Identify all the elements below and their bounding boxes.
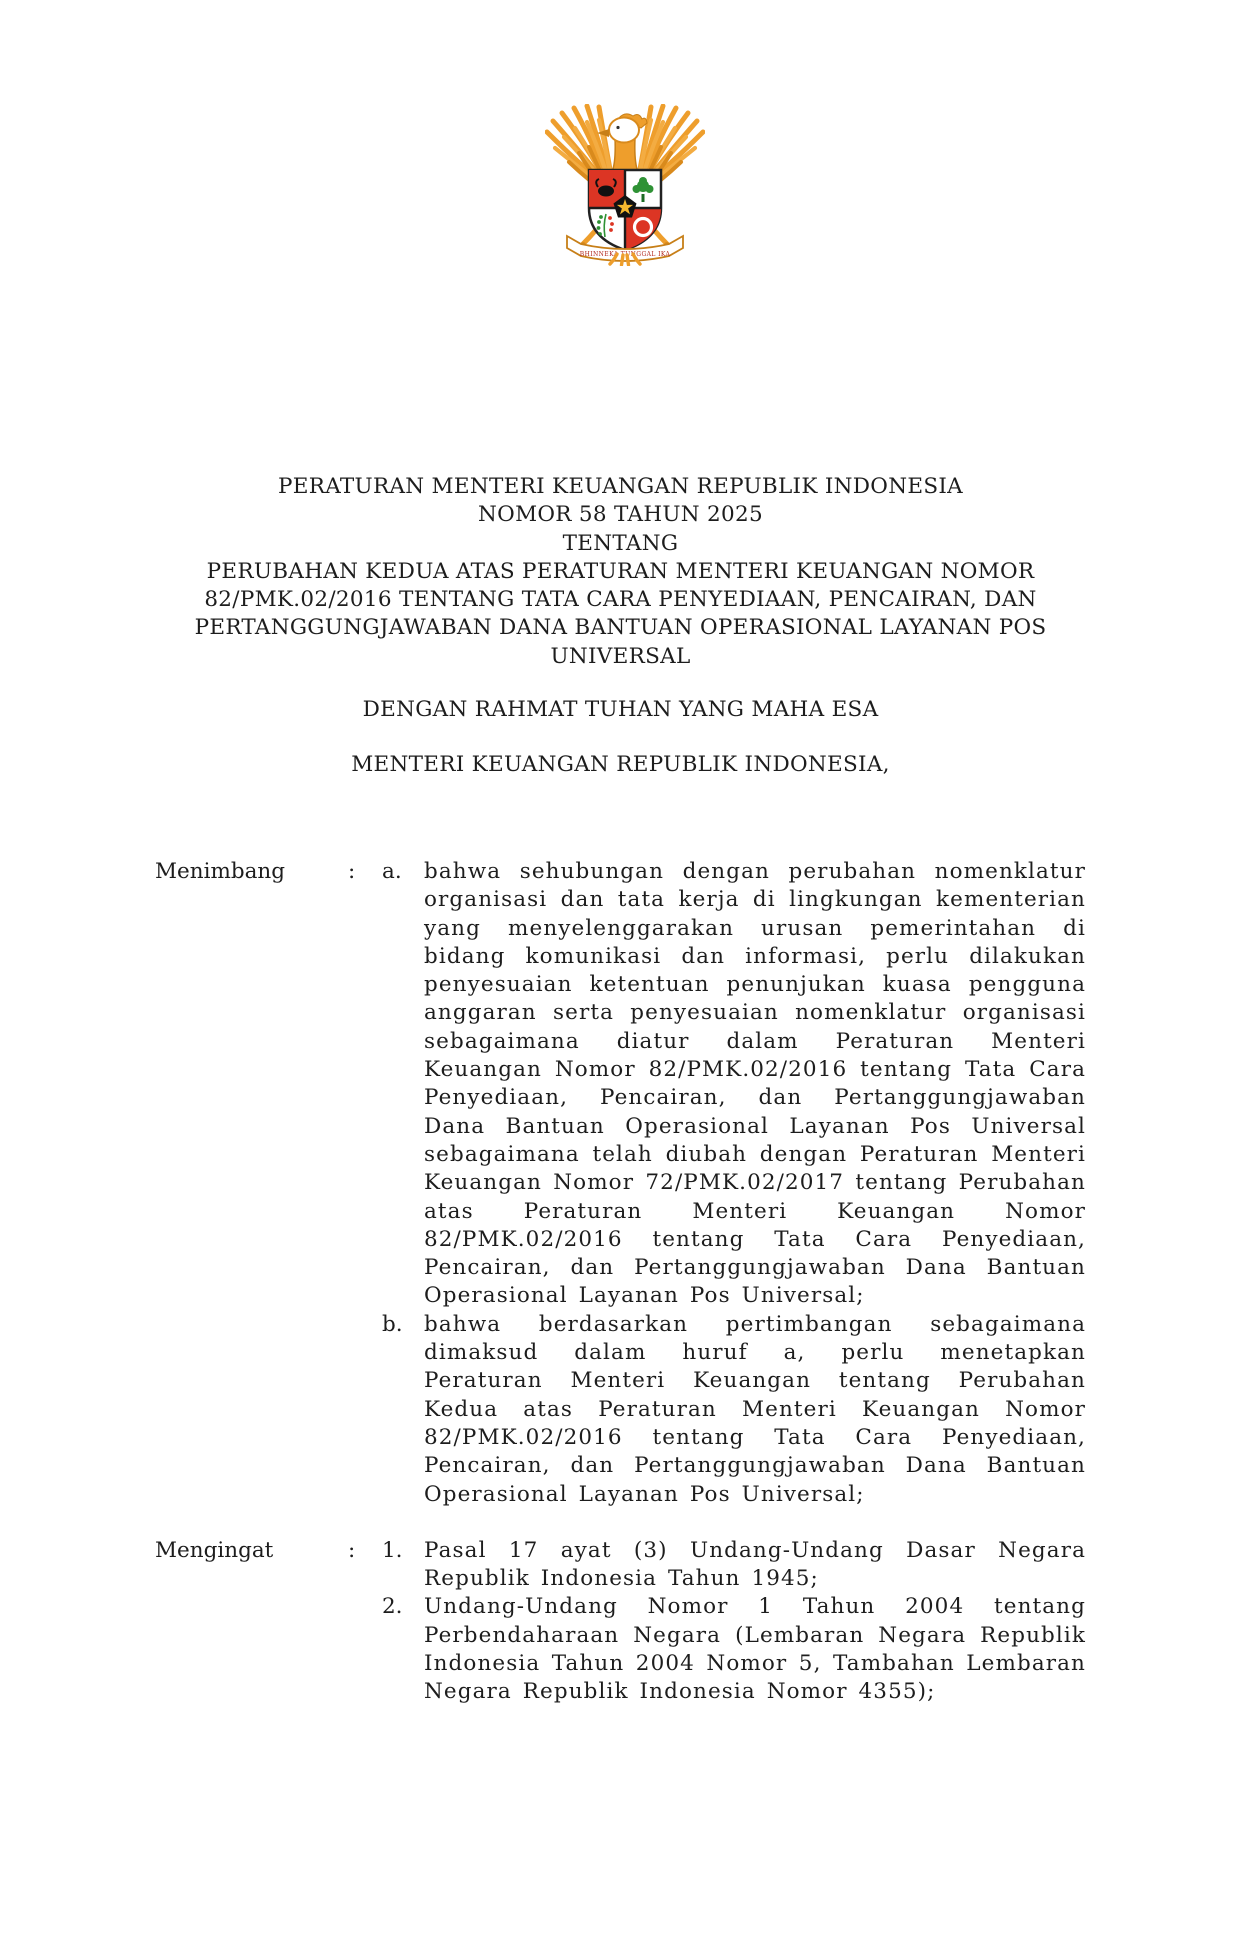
invocation-line: DENGAN RAHMAT TUHAN YANG MAHA ESA bbox=[362, 697, 879, 722]
section-label-menimbang: Menimbang bbox=[155, 859, 286, 884]
item-marker-a: a. bbox=[382, 859, 402, 884]
title-number-line: NOMOR 58 TAHUN 2025 bbox=[478, 502, 763, 528]
document-title-block bbox=[155, 473, 1086, 671]
item-text-a: bahwa sehubungan dengan perubahan nomenklatur organisasi dan tata kerja di lingkungan kementerian yang menyelenggarakan urusan pemerintahan di bidang komunikasi dan informasi, perlu dilakukan penyesuaian ketentuan penunjukan kuasa pengguna anggaran serta penyesuaian nomenklatur organisasi sebagaimana diatur dalam Peraturan Menteri Keuangan Nomor 82/PMK.02/2016 tentang Tata Cara Penyediaan, Pencairan, dan Pertanggungjawaban Dana Bantuan Operasional Layanan Pos Universal sebagaimana telah diubah dengan Peraturan Menteri Keuangan Nomor 72/PMK.02/2017 tentang Perubahan atas Peraturan Menteri Keuangan Nomor 82/PMK.02/2016 tentang Tata Cara Penyediaan, Pencairan, dan Pertanggungjawaban Dana Bantuan Operasional Layanan Pos Universal; bbox=[424, 859, 1086, 1309]
garuda-pancasila-emblem bbox=[545, 104, 705, 266]
section-colon: : bbox=[348, 1537, 356, 1563]
item-marker-2: 2. bbox=[382, 1594, 403, 1620]
pancasila-shield bbox=[589, 170, 661, 250]
section-mengingat bbox=[155, 1537, 1086, 1707]
title-subject: PERUBAHAN KEDUA ATAS PERATURAN MENTERI KEUANGAN NOMOR 82/PMK.02/2016 TENTANG TATA CARA PENYEDIAAN, PENCAIRAN, DAN PERTANGGUNGJAWABAN DANA BANTUAN OPERASIONAL LAYANAN POS UNIVERSAL bbox=[194, 558, 1047, 669]
item-text-2: Undang-Undang Nomor 1 Tahun 2004 tentang Perbendaharaan Negara (Lembaran Negara Republik Indonesia Tahun 2004 Nomor 5, Tambahan Lembaran Negara Republik Indonesia Nomor 4355); bbox=[424, 1594, 1086, 1705]
authority-line: MENTERI KEUANGAN REPUBLIK INDONESIA, bbox=[351, 752, 890, 777]
item-text-b: bahwa berdasarkan pertimbangan sebagaimana dimaksud dalam huruf a, perlu menetapkan Peraturan Menteri Keuangan tentang Perubahan Kedua atas Peraturan Menteri Keuangan Nomor 82/PMK.02/2016 tentang Tata Cara Penyediaan, Pencairan, dan Pertanggungjawaban Dana Bantuan Operasional Layanan Pos Universal; bbox=[424, 1311, 1086, 1507]
title-tentang-line: TENTANG bbox=[562, 530, 679, 556]
section-colon: : bbox=[348, 859, 356, 884]
motto-text: BHINNEKA TUNGGAL IKA bbox=[579, 251, 671, 258]
item-marker-1: 1. bbox=[382, 1537, 403, 1563]
item-text-1: Pasal 17 ayat (3) Undang-Undang Dasar Negara Republik Indonesia Tahun 1945; bbox=[424, 1537, 1086, 1592]
clauses-block bbox=[155, 858, 1086, 1707]
title-regulation-line: PERATURAN MENTERI KEUANGAN REPUBLIK INDONESIA bbox=[278, 474, 963, 499]
section-menimbang bbox=[155, 858, 1086, 1509]
item-marker-b: b. bbox=[382, 1311, 403, 1337]
section-label-mengingat: Mengingat bbox=[155, 1537, 274, 1563]
